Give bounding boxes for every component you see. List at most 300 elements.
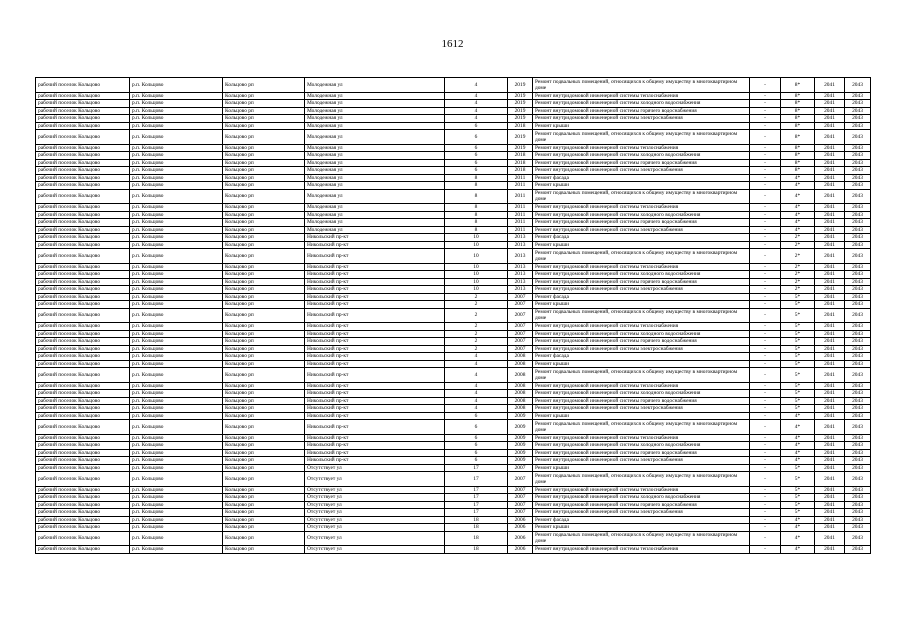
end-year-cell: 2043 <box>845 167 871 175</box>
stage-cell: 5* <box>781 382 815 390</box>
table-row <box>36 472 871 487</box>
end-year-cell: 2043 <box>845 286 871 294</box>
locality-cell: Кольцово рп <box>223 144 305 152</box>
locality-cell: Кольцово рп <box>223 524 305 532</box>
cost-cell: - <box>750 494 781 502</box>
end-year-cell: 2043 <box>845 100 871 108</box>
table-row <box>36 360 871 368</box>
end-year-cell: 2043 <box>845 546 871 554</box>
settlement-cell: р.п. Кольцово <box>130 524 223 532</box>
settlement-cell: р.п. Кольцово <box>130 397 223 405</box>
start-year-cell: 2041 <box>815 204 845 212</box>
commission-year-cell: 2019 <box>508 144 533 152</box>
locality-cell: Кольцово рп <box>223 345 305 353</box>
end-year-cell: 2043 <box>845 501 871 509</box>
table-row <box>36 204 871 212</box>
cost-cell: - <box>750 107 781 115</box>
stage-cell: 5* <box>781 345 815 353</box>
house-number-cell: 8 <box>445 174 508 182</box>
municipality-cell: рабочий поселок Кольцово <box>36 442 130 450</box>
work-type-cell: Ремонт внутридомовой инженерной системы электроснабжения <box>533 405 750 413</box>
commission-year-cell: 2018 <box>508 159 533 167</box>
locality-cell: Кольцово рп <box>223 412 305 420</box>
table-row <box>36 122 871 130</box>
commission-year-cell: 2013 <box>508 263 533 271</box>
street-cell: Молодежная ул <box>305 189 445 204</box>
municipality-cell: рабочий поселок Кольцово <box>36 130 130 145</box>
work-type-cell: Ремонт внутридомовой инженерной системы теплоснабжения <box>533 434 750 442</box>
cost-cell: - <box>750 204 781 212</box>
work-type-cell: Ремонт фасада <box>533 293 750 301</box>
stage-cell: 8* <box>781 159 815 167</box>
municipality-cell: рабочий поселок Кольцово <box>36 167 130 175</box>
table-row <box>36 345 871 353</box>
cost-cell: - <box>750 115 781 123</box>
cost-cell: - <box>750 345 781 353</box>
house-number-cell: 2 <box>445 338 508 346</box>
table-row <box>36 234 871 242</box>
cost-cell: - <box>750 226 781 234</box>
settlement-cell: р.п. Кольцово <box>130 472 223 487</box>
table-row <box>36 152 871 160</box>
end-year-cell: 2043 <box>845 323 871 331</box>
street-cell: Отсутствует ул <box>305 531 445 546</box>
locality-cell: Кольцово рп <box>223 434 305 442</box>
end-year-cell: 2043 <box>845 152 871 160</box>
cost-cell: - <box>750 382 781 390</box>
commission-year-cell: 2019 <box>508 115 533 123</box>
house-number-cell: 17 <box>445 486 508 494</box>
municipality-cell: рабочий поселок Кольцово <box>36 449 130 457</box>
work-type-cell: Ремонт внутридомовой инженерной системы горячего водоснабжения <box>533 501 750 509</box>
cost-cell: - <box>750 464 781 472</box>
commission-year-cell: 2011 <box>508 219 533 227</box>
end-year-cell: 2043 <box>845 509 871 517</box>
commission-year-cell: 2007 <box>508 323 533 331</box>
start-year-cell: 2041 <box>815 434 845 442</box>
locality-cell: Кольцово рп <box>223 174 305 182</box>
commission-year-cell: 2011 <box>508 174 533 182</box>
table-row <box>36 92 871 100</box>
street-cell: Отсутствует ул <box>305 501 445 509</box>
street-cell: Никольский пр-кт <box>305 338 445 346</box>
cost-cell: - <box>750 122 781 130</box>
table-row <box>36 412 871 420</box>
cost-cell: - <box>750 524 781 532</box>
table-row <box>36 368 871 383</box>
cost-cell: - <box>750 442 781 450</box>
locality-cell: Кольцово рп <box>223 152 305 160</box>
settlement-cell: р.п. Кольцово <box>130 271 223 279</box>
table-row <box>36 130 871 145</box>
end-year-cell: 2043 <box>845 531 871 546</box>
stage-cell: 8* <box>781 130 815 145</box>
commission-year-cell: 2009 <box>508 449 533 457</box>
start-year-cell: 2041 <box>815 457 845 465</box>
municipality-cell: рабочий поселок Кольцово <box>36 472 130 487</box>
municipality-cell: рабочий поселок Кольцово <box>36 330 130 338</box>
stage-cell: 5* <box>781 293 815 301</box>
house-number-cell: 4 <box>445 382 508 390</box>
start-year-cell: 2041 <box>815 472 845 487</box>
work-type-cell: Ремонт подвальных помещений, относящихся к общему имуществу в многоквартирном доме <box>533 189 750 204</box>
start-year-cell: 2041 <box>815 531 845 546</box>
start-year-cell: 2041 <box>815 174 845 182</box>
municipality-cell: рабочий поселок Кольцово <box>36 159 130 167</box>
table-row <box>36 115 871 123</box>
cost-cell: - <box>750 78 781 93</box>
end-year-cell: 2043 <box>845 249 871 264</box>
table-row <box>36 144 871 152</box>
municipality-cell: рабочий поселок Кольцово <box>36 434 130 442</box>
settlement-cell: р.п. Кольцово <box>130 100 223 108</box>
street-cell: Молодежная ул <box>305 174 445 182</box>
start-year-cell: 2041 <box>815 486 845 494</box>
start-year-cell: 2041 <box>815 494 845 502</box>
work-type-cell: Ремонт крыши <box>533 464 750 472</box>
locality-cell: Кольцово рп <box>223 226 305 234</box>
house-number-cell: 17 <box>445 501 508 509</box>
street-cell: Никольский пр-кт <box>305 249 445 264</box>
end-year-cell: 2043 <box>845 182 871 190</box>
settlement-cell: р.п. Кольцово <box>130 494 223 502</box>
cost-cell: - <box>750 308 781 323</box>
cost-cell: - <box>750 420 781 435</box>
locality-cell: Кольцово рп <box>223 182 305 190</box>
locality-cell: Кольцово рп <box>223 78 305 93</box>
municipality-cell: рабочий поселок Кольцово <box>36 122 130 130</box>
work-type-cell: Ремонт внутридомовой инженерной системы электроснабжения <box>533 167 750 175</box>
house-number-cell: 10 <box>445 241 508 249</box>
end-year-cell: 2043 <box>845 271 871 279</box>
work-type-cell: Ремонт подвальных помещений, относящихся к общему имуществу в многоквартирном доме <box>533 368 750 383</box>
end-year-cell: 2043 <box>845 219 871 227</box>
locality-cell: Кольцово рп <box>223 464 305 472</box>
house-number-cell: 2 <box>445 323 508 331</box>
locality-cell: Кольцово рп <box>223 271 305 279</box>
street-cell: Отсутствует ул <box>305 509 445 517</box>
start-year-cell: 2041 <box>815 100 845 108</box>
house-number-cell: 17 <box>445 494 508 502</box>
commission-year-cell: 2011 <box>508 182 533 190</box>
settlement-cell: р.п. Кольцово <box>130 464 223 472</box>
cost-cell: - <box>750 167 781 175</box>
table-row <box>36 531 871 546</box>
cost-cell: - <box>750 152 781 160</box>
work-type-cell: Ремонт подвальных помещений, относящихся к общему имуществу в многоквартирном доме <box>533 472 750 487</box>
commission-year-cell: 2008 <box>508 360 533 368</box>
start-year-cell: 2041 <box>815 130 845 145</box>
end-year-cell: 2043 <box>845 308 871 323</box>
street-cell: Молодежная ул <box>305 152 445 160</box>
work-type-cell: Ремонт крыши <box>533 122 750 130</box>
house-number-cell: 4 <box>445 360 508 368</box>
table-row <box>36 494 871 502</box>
cost-cell: - <box>750 449 781 457</box>
cost-cell: - <box>750 323 781 331</box>
table-row <box>36 278 871 286</box>
commission-year-cell: 2007 <box>508 494 533 502</box>
municipality-cell: рабочий поселок Кольцово <box>36 107 130 115</box>
stage-cell: 4* <box>781 412 815 420</box>
commission-year-cell: 2019 <box>508 130 533 145</box>
house-number-cell: 2 <box>445 301 508 309</box>
municipality-cell: рабочий поселок Кольцово <box>36 338 130 346</box>
commission-year-cell: 2007 <box>508 301 533 309</box>
locality-cell: Кольцово рп <box>223 494 305 502</box>
commission-year-cell: 2011 <box>508 204 533 212</box>
table-row <box>36 78 871 93</box>
locality-cell: Кольцово рп <box>223 531 305 546</box>
end-year-cell: 2043 <box>845 353 871 361</box>
house-number-cell: 6 <box>445 449 508 457</box>
commission-year-cell: 2007 <box>508 338 533 346</box>
street-cell: Отсутствует ул <box>305 546 445 554</box>
locality-cell: Кольцово рп <box>223 159 305 167</box>
start-year-cell: 2041 <box>815 286 845 294</box>
settlement-cell: р.п. Кольцово <box>130 107 223 115</box>
house-number-cell: 18 <box>445 531 508 546</box>
commission-year-cell: 2009 <box>508 420 533 435</box>
commission-year-cell: 2008 <box>508 405 533 413</box>
cost-cell: - <box>750 516 781 524</box>
municipality-cell: рабочий поселок Кольцово <box>36 486 130 494</box>
locality-cell: Кольцово рп <box>223 338 305 346</box>
table-row <box>36 263 871 271</box>
house-number-cell: 6 <box>445 152 508 160</box>
start-year-cell: 2041 <box>815 442 845 450</box>
stage-cell: 4* <box>781 420 815 435</box>
municipality-cell: рабочий поселок Кольцово <box>36 509 130 517</box>
work-type-cell: Ремонт крыши <box>533 301 750 309</box>
start-year-cell: 2041 <box>815 211 845 219</box>
house-number-cell: 2 <box>445 330 508 338</box>
locality-cell: Кольцово рп <box>223 420 305 435</box>
settlement-cell: р.п. Кольцово <box>130 405 223 413</box>
cost-cell: - <box>750 144 781 152</box>
municipality-cell: рабочий поселок Кольцово <box>36 546 130 554</box>
street-cell: Молодежная ул <box>305 204 445 212</box>
end-year-cell: 2043 <box>845 360 871 368</box>
municipality-cell: рабочий поселок Кольцово <box>36 516 130 524</box>
cost-cell: - <box>750 360 781 368</box>
table-row <box>36 501 871 509</box>
commission-year-cell: 2019 <box>508 92 533 100</box>
work-type-cell: Ремонт внутридомовой инженерной системы теплоснабжения <box>533 546 750 554</box>
house-number-cell: 4 <box>445 368 508 383</box>
stage-cell: 5* <box>781 368 815 383</box>
work-type-cell: Ремонт крыши <box>533 360 750 368</box>
street-cell: Молодежная ул <box>305 115 445 123</box>
settlement-cell: р.п. Кольцово <box>130 442 223 450</box>
house-number-cell: 6 <box>445 434 508 442</box>
settlement-cell: р.п. Кольцово <box>130 308 223 323</box>
work-type-cell: Ремонт внутридомовой инженерной системы электроснабжения <box>533 509 750 517</box>
street-cell: Никольский пр-кт <box>305 301 445 309</box>
settlement-cell: р.п. Кольцово <box>130 353 223 361</box>
house-number-cell: 17 <box>445 464 508 472</box>
end-year-cell: 2043 <box>845 382 871 390</box>
street-cell: Молодежная ул <box>305 100 445 108</box>
commission-year-cell: 2019 <box>508 78 533 93</box>
locality-cell: Кольцово рп <box>223 286 305 294</box>
work-type-cell: Ремонт подвальных помещений, относящихся к общему имуществу в многоквартирном доме <box>533 420 750 435</box>
cost-cell: - <box>750 234 781 242</box>
stage-cell: 5* <box>781 509 815 517</box>
stage-cell: 8* <box>781 144 815 152</box>
work-type-cell: Ремонт внутридомовой инженерной системы холодного водоснабжения <box>533 100 750 108</box>
street-cell: Никольский пр-кт <box>305 449 445 457</box>
municipality-cell: рабочий поселок Кольцово <box>36 301 130 309</box>
locality-cell: Кольцово рп <box>223 486 305 494</box>
start-year-cell: 2041 <box>815 390 845 398</box>
start-year-cell: 2041 <box>815 92 845 100</box>
stage-cell: 4* <box>781 174 815 182</box>
work-type-cell: Ремонт внутридомовой инженерной системы холодного водоснабжения <box>533 442 750 450</box>
end-year-cell: 2043 <box>845 226 871 234</box>
work-type-cell: Ремонт внутридомовой инженерной системы горячего водоснабжения <box>533 159 750 167</box>
cost-cell: - <box>750 301 781 309</box>
house-number-cell: 6 <box>445 457 508 465</box>
settlement-cell: р.п. Кольцово <box>130 159 223 167</box>
start-year-cell: 2041 <box>815 353 845 361</box>
stage-cell: 5* <box>781 330 815 338</box>
table-row <box>36 241 871 249</box>
work-type-cell: Ремонт подвальных помещений, относящихся к общему имуществу в многоквартирном доме <box>533 531 750 546</box>
start-year-cell: 2041 <box>815 338 845 346</box>
street-cell: Молодежная ул <box>305 144 445 152</box>
locality-cell: Кольцово рп <box>223 405 305 413</box>
stage-cell: 8* <box>781 122 815 130</box>
settlement-cell: р.п. Кольцово <box>130 152 223 160</box>
settlement-cell: р.п. Кольцово <box>130 486 223 494</box>
cost-cell: - <box>750 353 781 361</box>
settlement-cell: р.п. Кольцово <box>130 286 223 294</box>
commission-year-cell: 2013 <box>508 278 533 286</box>
municipality-cell: рабочий поселок Кольцово <box>36 278 130 286</box>
settlement-cell: р.п. Кольцово <box>130 516 223 524</box>
locality-cell: Кольцово рп <box>223 397 305 405</box>
municipality-cell: рабочий поселок Кольцово <box>36 405 130 413</box>
cost-cell: - <box>750 92 781 100</box>
settlement-cell: р.п. Кольцово <box>130 323 223 331</box>
settlement-cell: р.п. Кольцово <box>130 338 223 346</box>
settlement-cell: р.п. Кольцово <box>130 189 223 204</box>
locality-cell: Кольцово рп <box>223 211 305 219</box>
work-type-cell: Ремонт внутридомовой инженерной системы теплоснабжения <box>533 204 750 212</box>
cost-cell: - <box>750 397 781 405</box>
commission-year-cell: 2018 <box>508 152 533 160</box>
start-year-cell: 2041 <box>815 159 845 167</box>
start-year-cell: 2041 <box>815 107 845 115</box>
work-type-cell: Ремонт внутридомовой инженерной системы горячего водоснабжения <box>533 449 750 457</box>
end-year-cell: 2043 <box>845 449 871 457</box>
work-type-cell: Ремонт внутридомовой инженерной системы горячего водоснабжения <box>533 107 750 115</box>
stage-cell: 5* <box>781 397 815 405</box>
cost-cell: - <box>750 293 781 301</box>
commission-year-cell: 2011 <box>508 189 533 204</box>
house-number-cell: 17 <box>445 472 508 487</box>
commission-year-cell: 2007 <box>508 308 533 323</box>
work-type-cell: Ремонт внутридомовой инженерной системы теплоснабжения <box>533 92 750 100</box>
work-type-cell: Ремонт фасада <box>533 516 750 524</box>
stage-cell: 2* <box>781 271 815 279</box>
municipality-cell: рабочий поселок Кольцово <box>36 412 130 420</box>
start-year-cell: 2041 <box>815 152 845 160</box>
commission-year-cell: 2006 <box>508 531 533 546</box>
table-row <box>36 353 871 361</box>
stage-cell: 5* <box>781 360 815 368</box>
settlement-cell: р.п. Кольцово <box>130 278 223 286</box>
start-year-cell: 2041 <box>815 219 845 227</box>
start-year-cell: 2041 <box>815 449 845 457</box>
start-year-cell: 2041 <box>815 271 845 279</box>
street-cell: Отсутствует ул <box>305 486 445 494</box>
work-type-cell: Ремонт фасада <box>533 234 750 242</box>
start-year-cell: 2041 <box>815 189 845 204</box>
end-year-cell: 2043 <box>845 486 871 494</box>
municipality-cell: рабочий поселок Кольцово <box>36 115 130 123</box>
stage-cell: 4* <box>781 434 815 442</box>
stage-cell: 4* <box>781 457 815 465</box>
end-year-cell: 2043 <box>845 174 871 182</box>
locality-cell: Кольцово рп <box>223 368 305 383</box>
house-number-cell: 10 <box>445 234 508 242</box>
municipality-cell: рабочий поселок Кольцово <box>36 494 130 502</box>
start-year-cell: 2041 <box>815 167 845 175</box>
locality-cell: Кольцово рп <box>223 546 305 554</box>
locality-cell: Кольцово рп <box>223 249 305 264</box>
street-cell: Никольский пр-кт <box>305 323 445 331</box>
municipality-cell: рабочий поселок Кольцово <box>36 234 130 242</box>
municipality-cell: рабочий поселок Кольцово <box>36 360 130 368</box>
locality-cell: Кольцово рп <box>223 301 305 309</box>
table-row <box>36 323 871 331</box>
municipality-cell: рабочий поселок Кольцово <box>36 189 130 204</box>
street-cell: Молодежная ул <box>305 92 445 100</box>
cost-cell: - <box>750 472 781 487</box>
cost-cell: - <box>750 390 781 398</box>
work-type-cell: Ремонт внутридомовой инженерной системы теплоснабжения <box>533 263 750 271</box>
end-year-cell: 2043 <box>845 494 871 502</box>
cost-cell: - <box>750 457 781 465</box>
commission-year-cell: 2018 <box>508 167 533 175</box>
table-row <box>36 420 871 435</box>
cost-cell: - <box>750 412 781 420</box>
house-number-cell: 4 <box>445 353 508 361</box>
work-type-cell: Ремонт внутридомовой инженерной системы горячего водоснабжения <box>533 397 750 405</box>
work-type-cell: Ремонт внутридомовой инженерной системы холодного водоснабжения <box>533 494 750 502</box>
start-year-cell: 2041 <box>815 420 845 435</box>
table-row <box>36 442 871 450</box>
table-row <box>36 486 871 494</box>
municipality-cell: рабочий поселок Кольцово <box>36 174 130 182</box>
cost-cell: - <box>750 100 781 108</box>
cost-cell: - <box>750 130 781 145</box>
municipality-cell: рабочий поселок Кольцово <box>36 219 130 227</box>
settlement-cell: р.п. Кольцово <box>130 241 223 249</box>
settlement-cell: р.п. Кольцово <box>130 167 223 175</box>
table-row <box>36 219 871 227</box>
end-year-cell: 2043 <box>845 472 871 487</box>
house-number-cell: 18 <box>445 546 508 554</box>
commission-year-cell: 2008 <box>508 368 533 383</box>
work-type-cell: Ремонт внутридомовой инженерной системы электроснабжения <box>533 457 750 465</box>
street-cell: Никольский пр-кт <box>305 353 445 361</box>
house-number-cell: 6 <box>445 122 508 130</box>
municipality-cell: рабочий поселок Кольцово <box>36 308 130 323</box>
end-year-cell: 2043 <box>845 293 871 301</box>
